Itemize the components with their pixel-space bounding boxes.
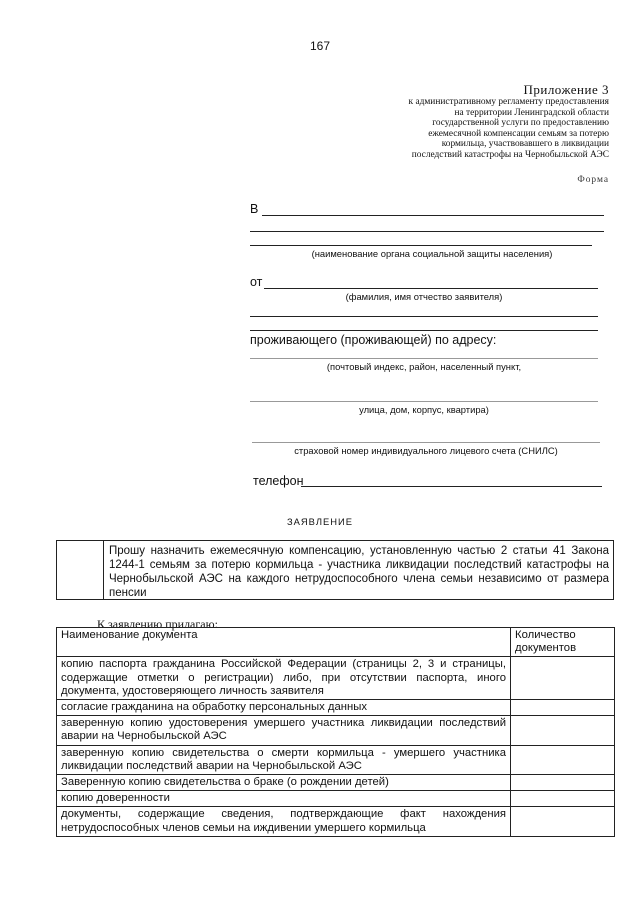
document-name: заверенную копию удостоверения умершего участника ликвидации последствий аварии на Чернобыльской АЭС: [57, 716, 511, 745]
to-field-line-2[interactable]: [250, 231, 604, 232]
address-caption-2: улица, дом, корпус, квартира): [359, 404, 489, 415]
from-caption: (фамилия, имя отчество заявителя): [345, 291, 503, 302]
form-label: Форма: [577, 175, 609, 185]
phone-label: телефон: [253, 474, 304, 488]
from-field-line-2[interactable]: [250, 316, 598, 317]
to-caption: (наименование органа социальной защиты населения): [311, 248, 553, 259]
to-field-line-3[interactable]: [250, 245, 592, 246]
page-number: 167: [309, 39, 331, 53]
document-name: копию доверенности: [57, 791, 511, 807]
appendix-line: на территории Ленинградской области: [454, 107, 609, 118]
phone-field-line[interactable]: [301, 486, 602, 487]
document-name: документы, содержащие сведения, подтверждающие факт нахождения нетрудоспособных членов семьи на иждивении умершего кормильца: [57, 807, 511, 836]
request-text: Прошу назначить ежемесячную компенсацию, установленную частью 2 статьи 41 Закона 1244-1 семьям за потерю кормильца - участника ликвидации последствий катастрофы на Чернобыльской АЭС на каждого нетрудоспособного члена семьи независимо от размера пенсии: [109, 545, 609, 599]
table-row: [57, 745, 615, 774]
table-row: [57, 657, 615, 700]
to-field-line-1[interactable]: [262, 215, 604, 216]
address-field-line-1[interactable]: [250, 358, 598, 359]
request-checkbox-cell[interactable]: [57, 541, 104, 599]
appendix-line: к административному регламенту предоставления: [408, 97, 609, 107]
appendix-line: ежемесячной компенсации семьям за потерю: [428, 128, 609, 139]
to-label: В: [250, 202, 259, 216]
document-count-cell[interactable]: [511, 807, 615, 836]
col-header-name: Наименование документа: [57, 628, 511, 657]
address-field-line-2[interactable]: [250, 401, 598, 402]
table-row: [57, 775, 615, 791]
col-header-count: Количество документов: [511, 628, 615, 657]
attachments-intro: К заявлению прилагаю:: [97, 617, 218, 631]
appendix-line: кормильца, участвовавшего в ликвидации: [441, 139, 609, 150]
statement-title: ЗАЯВЛЕНИЕ: [286, 516, 353, 527]
document-name: согласие гражданина на обработку персональных данных: [57, 700, 511, 716]
document-name: копию паспорта гражданина Российской Федерации (страницы 2, 3 и страницы, содержащие отметки о регистрации) либо, при отсутствии паспорта, иного документа, удостоверяющего личность заявителя: [57, 657, 511, 700]
from-field-line-1[interactable]: [264, 288, 598, 289]
snils-field-line[interactable]: [252, 442, 600, 443]
appendix-line: последствий катастрофы на Чернобыльской АЭС: [411, 149, 609, 160]
request-box: [56, 540, 614, 600]
document-count-cell[interactable]: [511, 745, 615, 774]
table-row: [57, 716, 615, 745]
document-count-cell[interactable]: [511, 716, 615, 745]
document-count-cell[interactable]: [511, 791, 615, 807]
attachments-table: [56, 627, 615, 837]
table-row: [57, 807, 615, 836]
table-row: [57, 791, 615, 807]
document-count-cell[interactable]: [511, 775, 615, 791]
document-count-cell[interactable]: [511, 700, 615, 716]
from-field-line-3[interactable]: [250, 330, 598, 331]
appendix-subtitle: [349, 97, 609, 161]
table-header-row: [57, 628, 615, 657]
snils-caption: страховой номер индивидуального лицевого счета (СНИЛС): [294, 445, 558, 456]
document-name: заверенную копию свидетельства о смерти кормильца - умершего участника ликвидации последствий аварии на Чернобыльской АЭС: [57, 745, 511, 774]
from-label: от: [250, 275, 263, 289]
appendix-title: Приложение 3: [523, 82, 609, 97]
document-name: Заверенную копию свидетельства о браке (о рождении детей): [57, 775, 511, 791]
appendix-line: государственной услуги по предоставлению: [432, 118, 609, 129]
address-caption-1: (почтовый индекс, район, населенный пункт,: [326, 361, 522, 372]
document-count-cell[interactable]: [511, 657, 615, 700]
residing-label: проживающего (проживающей) по адресу:: [250, 333, 497, 347]
table-row: [57, 700, 615, 716]
